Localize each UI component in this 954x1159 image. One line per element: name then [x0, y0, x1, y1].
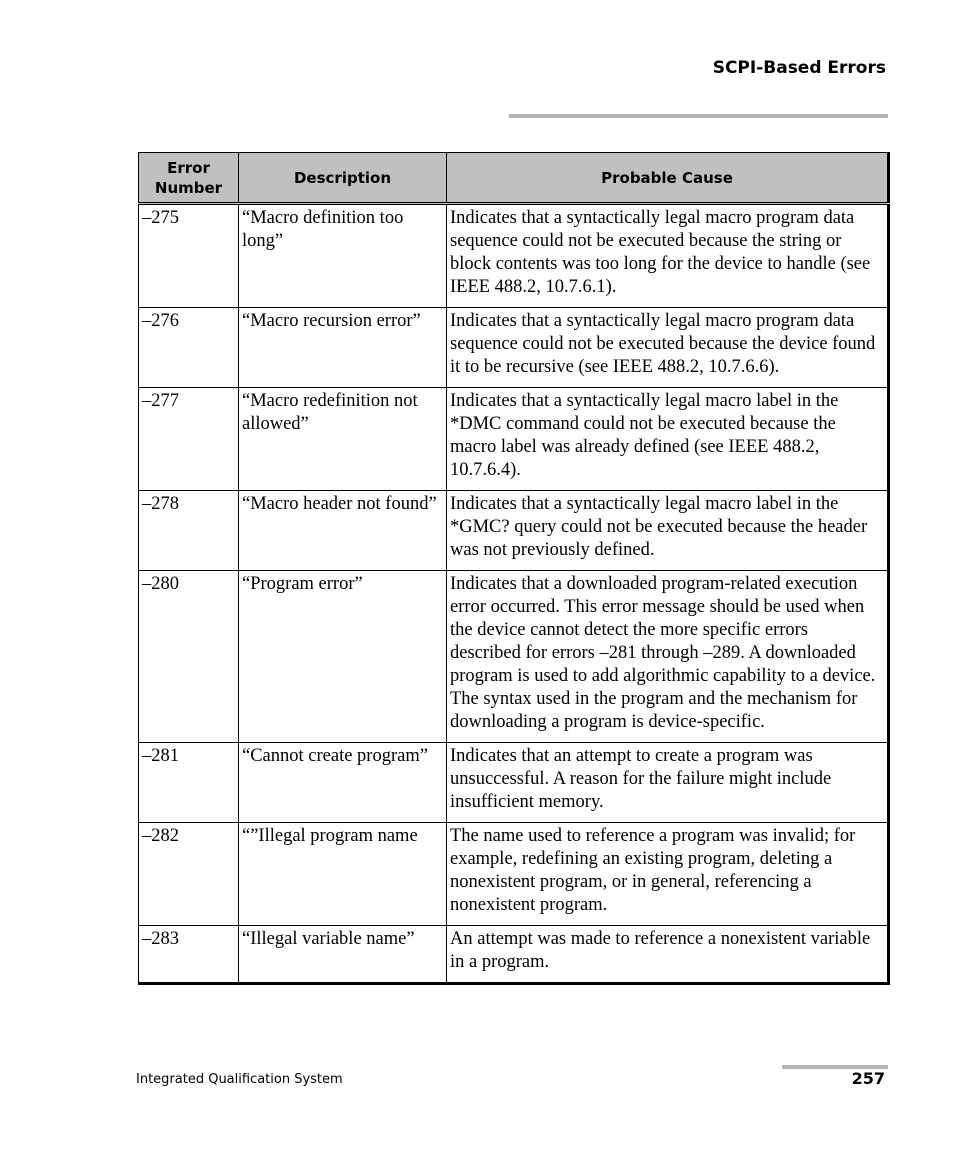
- error-number: –276: [139, 308, 239, 388]
- error-cause: Indicates that a syntactically legal macro program data sequence could not be executed because the string or block contents was too long for the device to handle (see IEEE 488.2, 10.7.6.1).: [447, 204, 889, 308]
- error-cause: Indicates that a syntactically legal macro label in the *GMC? query could not be executed because the header was not previously defined.: [447, 491, 889, 571]
- table-row: [139, 204, 889, 308]
- error-description: “”Illegal program name: [239, 823, 447, 926]
- footer-product-name: Integrated Qualification System: [136, 1072, 343, 1087]
- table-row: [139, 491, 889, 571]
- table-row: [139, 926, 889, 984]
- column-header-probable-cause: Probable Cause: [447, 153, 889, 204]
- table-row: [139, 388, 889, 491]
- error-number: –278: [139, 491, 239, 571]
- error-cause: Indicates that a syntactically legal macro label in the *DMC command could not be executed because the macro label was already defined (see IEEE 488.2, 10.7.6.4).: [447, 388, 889, 491]
- error-description: “Macro redefinition not allowed”: [239, 388, 447, 491]
- error-description: “Cannot create program”: [239, 743, 447, 823]
- error-description: “Program error”: [239, 571, 447, 743]
- error-number: –275: [139, 204, 239, 308]
- error-cause: Indicates that a syntactically legal macro program data sequence could not be executed because the device found it to be recursive (see IEEE 488.2, 10.7.6.6).: [447, 308, 889, 388]
- table-row: [139, 823, 889, 926]
- error-number: –277: [139, 388, 239, 491]
- page-number: 257: [851, 1069, 885, 1088]
- table-row: [139, 743, 889, 823]
- error-cause: The name used to reference a program was invalid; for example, redefining an existing program, deleting a nonexistent program, or in general, referencing a nonexistent program.: [447, 823, 889, 926]
- error-cause: Indicates that an attempt to create a program was unsuccessful. A reason for the failure might include insufficient memory.: [447, 743, 889, 823]
- error-number: –282: [139, 823, 239, 926]
- column-header-description: Description: [239, 153, 447, 204]
- error-number: –280: [139, 571, 239, 743]
- error-description: “Macro recursion error”: [239, 308, 447, 388]
- error-number: –281: [139, 743, 239, 823]
- error-cause: Indicates that a downloaded program-related execution error occurred. This error message should be used when the device cannot detect the more specific errors described for errors –281 through –289. A downloaded program is used to add algorithmic capability to a device. The syntax used in the program and the mechanism for downloading a program is device-specific.: [447, 571, 889, 743]
- error-cause: An attempt was made to reference a nonexistent variable in a program.: [447, 926, 889, 984]
- table-row: [139, 571, 889, 743]
- header-rule: [509, 114, 888, 118]
- error-description: “Macro header not found”: [239, 491, 447, 571]
- column-header-error-number: Error Number: [139, 153, 239, 204]
- section-title: SCPI-Based Errors: [712, 58, 886, 78]
- error-table: [138, 152, 890, 985]
- table-row: [139, 308, 889, 388]
- table-header-row: [139, 153, 889, 204]
- error-number: –283: [139, 926, 239, 984]
- error-description: “Illegal variable name”: [239, 926, 447, 984]
- error-description: “Macro definition too long”: [239, 204, 447, 308]
